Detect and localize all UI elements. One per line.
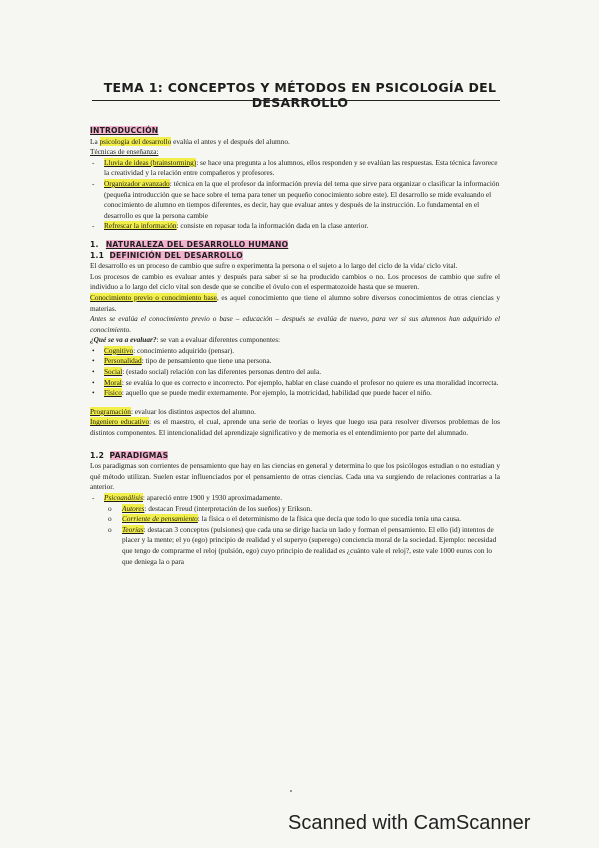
que-evaluar-paragraph: ¿Qué se va a evaluar?: se van a evaluar diferentes componentes: [90,335,281,345]
list-item: o Autores: destacan Freud (interpretación de los sueños) y Erikson. [108,503,313,513]
paradigmas-paragraph: Los paradigmas son corrientes de pensamiento que hay en las ciencias en general y determina lo que los psicólogos estudian o no estudian y qué método utilizan. Suelen estar influenciados por el pensamiento de otras ciencias. Cada una va surgiendo de relaciones contrarias a la anterior. [90,461,500,492]
scan-speck [290,790,292,792]
list-item: • Moral: se evalúa lo que es correcto e incorrecto. Por ejemplo, hablar en clase cuando el profesor no quiere es una moralidad incorrecta. [92,377,499,387]
intro-paragraph: La psicología del desarrollo evalúa el antes y el después del alumno. [90,136,290,146]
list-item: • Social: (estado social) relación con las diferentes personas dentro del aula. [92,367,322,377]
list-item: - Lluvia de ideas (brainstorming): se hace una pregunta a los alumnos, ellos responden y se evalúan las respuestas. Esta técnica favorece la creatividad y la relación entre compañeros y profesores. [92,157,498,178]
definition-paragraph: El desarrollo es un proceso de cambio que sufre o experimenta la persona o el sujeto a lo largo del ciclo de la vida/ ciclo vital. [90,261,458,271]
conocimiento-previo-paragraph: Conocimiento previo o conocimiento base, es aquel conocimiento que tiene el alumno sobre diversos conocimientos de otras ciencias y materias. [90,292,500,313]
scanner-watermark: Scanned with CamScanner [288,812,531,834]
tecnicas-list [90,158,500,232]
list-item: - Organizador avanzado: técnica en la que el profesor da información previa del tema que sirve para organizar o clasificar la información (pequeña introducción que se hace sobre el tema para tener un pequeño conocimiento sobre este). El desarrollo se mide evaluando el conocimiento de alumno en tiempos diferentes, es decir, hay que evaluar antes y después de la instrucción. Lo fundamental en el desarrollo es que la persona cambie [92,178,500,220]
list-item: • Cognitivo: conocimiento adquirido (pensar). [92,345,235,355]
section-heading-1: 1. NATURALEZA DEL DESARROLLO HUMANO [90,239,289,249]
components-list [90,346,500,399]
list-item: o Corriente de pensamiento: la física o el determinismo de la física que decía que todo lo que sucedía tenía una causa. [108,514,461,524]
page-title: TEMA 1: CONCEPTOS Y MÉTODOS EN PSICOLOGÍA DEL DESARROLLO [103,80,497,110]
paradigmas-list [90,493,500,504]
cambio-paragraph: Los procesos de cambio es evaluar antes y después para saber si se ha producido cambios o no. Los procesos de cambio que sufre el individuo a lo largo del ciclo vital son desde que se concibe el óvulo con el espermatozoide hasta que se mueren. [90,271,500,292]
section-heading-introduccion: INTRODUCCIÓN [90,126,159,135]
list-item: o Teorías: destacan 3 conceptos (pulsiones) que cada una se dirige hacia un lado y forman el pensamiento. El ello (id) intentos de placer y la mente; el yo (ego) principio de realidad y el superyo (superego) conciencia moral de la sociedad. Ejemplo: necesidad que tengo de comprarme el reloj (pulsión, ego) cuyo principio de realidad es ¿cuánto vale el reloj?, este vale 1000 euros con lo que deniega la o para [108,524,497,566]
list-item: • Personalidad: tipo de pensamiento que tiene una persona. [92,356,272,366]
title-divider [92,100,500,101]
evaluacion-paragraph: Antes se evalúa el conocimiento previo o base – educación – después se evalúa de nuevo, para ver si sus alumnos han adquirido el conocimiento. [90,314,500,334]
document-body [90,126,500,567]
tecnicas-label: Técnicas de enseñanza: [90,147,159,157]
psicoanalisis-sublist [90,504,500,568]
section-heading-1-2: 1.2 PARADIGMAS [90,450,169,460]
list-item: • Físico: aquello que se puede medir externamente. Por ejemplo, la motricidad, habilidad que puede hacer el niño. [92,388,432,398]
section-heading-1-1: 1.1 DEFINICIÓN DEL DESARROLLO [90,250,243,260]
programacion-paragraph: Programación: evaluar los distintos aspectos del alumno. [90,406,256,416]
list-item: - Psicoanálisis: apareció entre 1900 y 1930 aproximadamente. [92,493,283,502]
list-item: - Refrescar la información: consiste en repasar toda la información dada en la clase anterior. [92,221,369,231]
ingeniero-paragraph: Ingeniero educativo: es el maestro, el cual, aprende una serie de teorías o leyes que luego usa para resolver diversos problemas de los distintos componentes. El intencionalidad del aprendizaje significativo y de memoria es el entendimiento por parte del alumnado. [90,417,500,438]
